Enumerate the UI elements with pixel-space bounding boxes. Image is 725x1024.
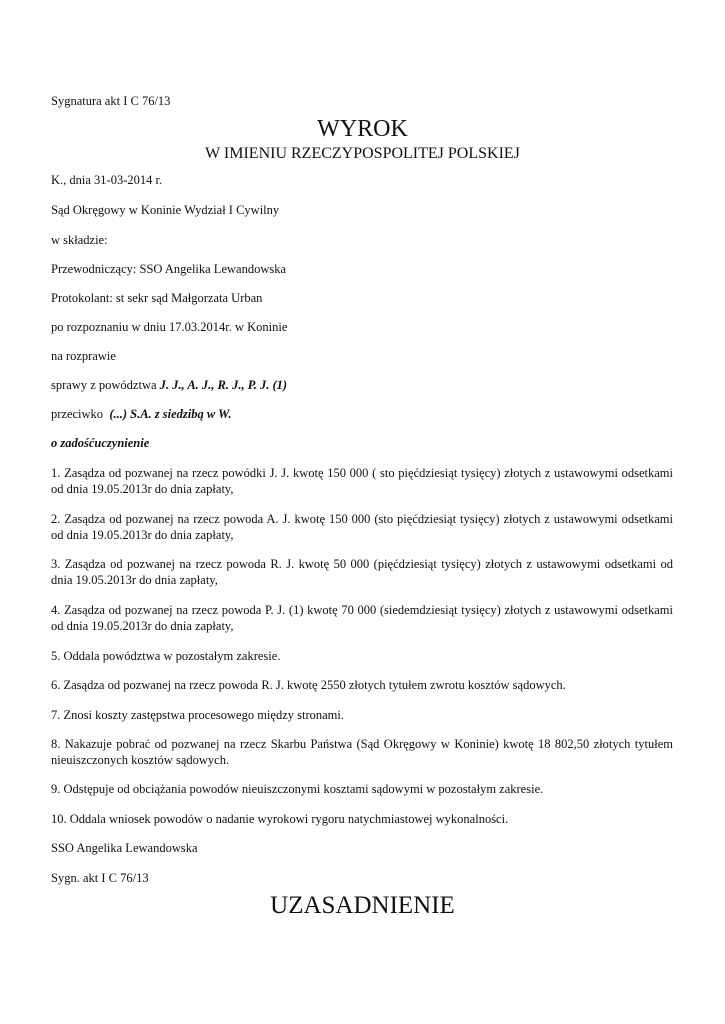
- hearing-type: na rozprawie: [51, 349, 116, 363]
- plaintiffs: J. J., A. J., R. J., P. J. (1): [159, 378, 288, 392]
- ruling-item-9: 9. Odstępuje od obciążania powodów nieuiszczonymi kosztami sądowymi w pozostałym zakresie.: [51, 782, 544, 796]
- hearing-info: po rozpoznaniu w dniu 17.03.2014r. w Koninie: [51, 320, 288, 334]
- judge-signature: SSO Angelika Lewandowska: [51, 841, 198, 855]
- court-name: Sąd Okręgowy w Koninie Wydział I Cywilny: [51, 203, 280, 217]
- case-subject: o zadośćuczynienie: [51, 436, 150, 450]
- defendant-line: [51, 406, 231, 422]
- ruling-item-5: 5. Oddala powództwa w pozostałym zakresie.: [51, 649, 281, 663]
- composition-label: w składzie:: [51, 233, 108, 247]
- ruling-item-3: 3. Zasądza od pozwanej na rzecz powoda R. J. kwotę 50 000 (pięćdziesiąt tysięcy) złotych z ustawowymi odsetkami od dnia 19.05.2013r do dnia zapłaty,: [51, 557, 673, 587]
- presiding-judge: Przewodniczący: SSO Angelika Lewandowska: [51, 262, 287, 276]
- against-prefix: przeciwko: [51, 407, 110, 421]
- ruling-item-6: 6. Zasądza od pozwanej na rzecz powoda R. J. kwotę 2550 złotych tytułem zwrotu kosztów sądowych.: [51, 678, 566, 692]
- date-line: K., dnia 31-03-2014 r.: [51, 173, 163, 187]
- short-case-signature: Sygn. akt I C 76/13: [51, 871, 149, 885]
- ruling-item-8: 8. Nakazuje pobrać od pozwanej na rzecz Skarbu Państwa (Sąd Okręgowy w Koninie) kwotę 18 802,50 złotych tytułem nieuiszczonych kosztów sądowych.: [51, 737, 673, 767]
- ruling-item-4: 4. Zasądza od pozwanej na rzecz powoda P. J. (1) kwotę 70 000 (siedemdziesiąt tysięcy) złotych z ustawowymi odsetkami od dnia 19.05.2013r do dnia zapłaty,: [51, 603, 673, 633]
- case-signature: Sygnatura akt I C 76/13: [51, 94, 171, 108]
- ruling-item-10: 10. Oddala wniosek powodów o nadanie wyrokowi rygoru natychmiastowej wykonalności.: [51, 812, 509, 826]
- case-prefix: sprawy z powództwa: [51, 378, 160, 392]
- ruling-item-1: 1. Zasądza od pozwanej na rzecz powódki J. J. kwotę 150 000 ( sto pięćdziesiąt tysięcy) złotych z ustawowymi odsetkami od dnia 19.05.2013r do dnia zapłaty,: [51, 466, 673, 496]
- defendant: (...) S.A. z siedzibą w W.: [109, 407, 232, 421]
- justification-heading: UZASADNIENIE: [270, 892, 455, 919]
- judgment-subtitle: W IMIENIU RZECZYPOSPOLITEJ POLSKIEJ: [205, 145, 520, 162]
- ruling-item-7: 7. Znosi koszty zastępstwa procesowego między stronami.: [51, 708, 344, 722]
- ruling-item-2: 2. Zasądza od pozwanej na rzecz powoda A. J. kwotę 150 000 (sto pięćdziesiąt tysięcy) złotych z ustawowymi odsetkami od dnia 19.05.2013r do dnia zapłaty,: [51, 512, 673, 542]
- case-parties-line: [51, 377, 287, 393]
- court-clerk: Protokolant: st sekr sąd Małgorzata Urban: [51, 291, 263, 305]
- judgment-title: WYROK: [317, 116, 408, 142]
